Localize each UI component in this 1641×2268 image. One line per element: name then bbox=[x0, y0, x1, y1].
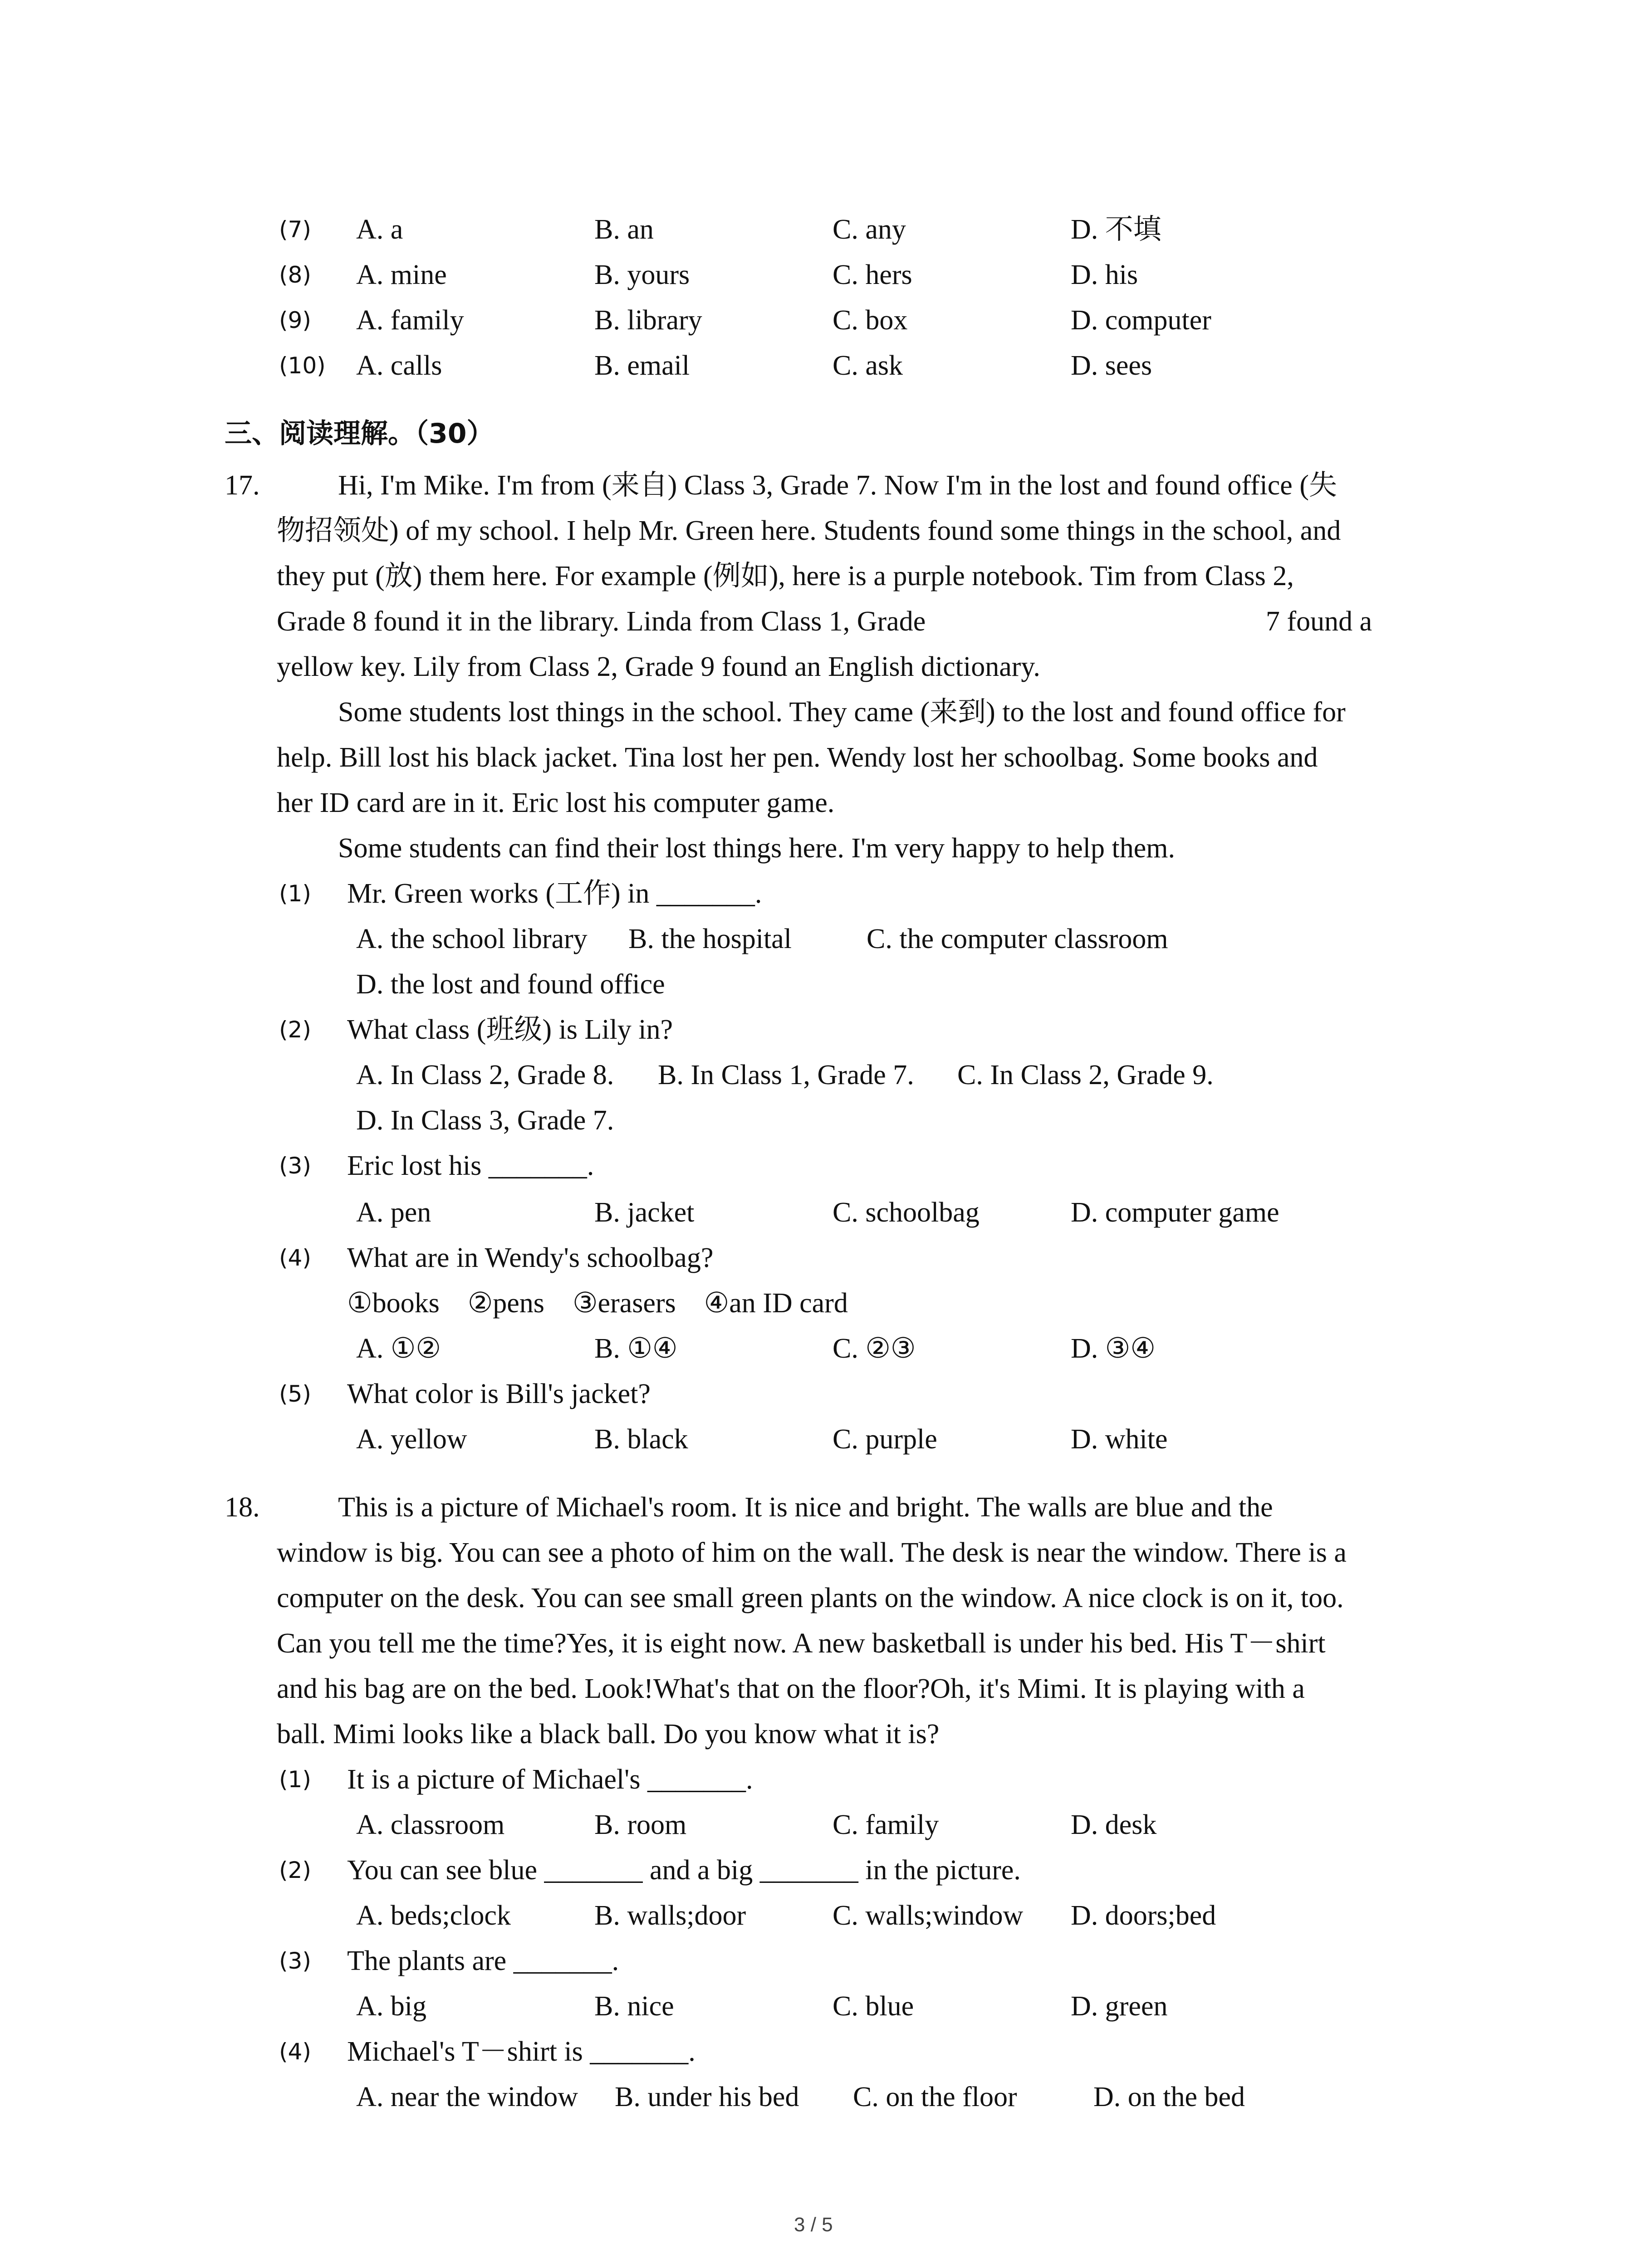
passage-line: they put (放) them here. For example (例如), here is a purple notebook. Tim from Class 2, bbox=[277, 561, 1294, 591]
question-number: (1) bbox=[279, 1766, 311, 1793]
option-d: D. his bbox=[1071, 259, 1138, 290]
option-b: B. nice bbox=[594, 1991, 674, 2022]
option-a: A. pen bbox=[356, 1197, 431, 1228]
question-number: (9) bbox=[279, 307, 311, 333]
question-number: (1) bbox=[279, 880, 311, 907]
option-c: C. box bbox=[833, 305, 908, 336]
passage-line: Some students lost things in the school. They came (来到) to the lost and found office for bbox=[338, 697, 1346, 728]
passage-line: Hi, I'm Mike. I'm from (来自) Class 3, Grade 7. Now I'm in the lost and found office (失 bbox=[338, 470, 1337, 501]
option-d: D. 不填 bbox=[1071, 214, 1161, 245]
passage-line: 物招领处) of my school. I help Mr. Green here. Students found some things in the school, and bbox=[277, 515, 1341, 546]
question-number: (4) bbox=[279, 2038, 311, 2065]
question-stem: Michael's T－shirt is _______. bbox=[347, 2036, 696, 2067]
question-number: (3) bbox=[279, 1948, 311, 1974]
passage-line: help. Bill lost his black jacket. Tina lost her pen. Wendy lost her schoolbag. Some books and bbox=[277, 742, 1318, 773]
option-a: A. beds;clock bbox=[356, 1900, 511, 1931]
option-d: D. green bbox=[1071, 1991, 1168, 2022]
option-c: C. family bbox=[833, 1809, 939, 1840]
question-stem: What are in Wendy's schoolbag? bbox=[347, 1242, 714, 1273]
question-stem: It is a picture of Michael's _______. bbox=[347, 1764, 753, 1795]
question-stem: What class (班级) is Lily in? bbox=[347, 1014, 673, 1045]
passage-line: Can you tell me the time?Yes, it is eight now. A new basketball is under his bed. His T－shirt bbox=[277, 1628, 1326, 1659]
passage-line: Grade 8 found it in the library. Linda from Class 1, Grade bbox=[277, 606, 926, 637]
option-a: A. mine bbox=[356, 259, 447, 290]
option-b: B. In Class 1, Grade 7. bbox=[658, 1060, 914, 1090]
option-c: C. walls;window bbox=[833, 1900, 1024, 1931]
option-d: D. the lost and found office bbox=[356, 969, 665, 1000]
question-number: (7) bbox=[279, 216, 311, 243]
option-a: A. near the window bbox=[356, 2082, 578, 2112]
option-c: C. on the floor bbox=[853, 2082, 1017, 2112]
question-number: (2) bbox=[279, 1017, 311, 1043]
option-b: B. email bbox=[594, 350, 690, 381]
passage-line: her ID card are in it. Eric lost his computer game. bbox=[277, 787, 835, 818]
question-number: (5) bbox=[279, 1381, 311, 1407]
option-b: B. under his bed bbox=[615, 2082, 799, 2112]
option-d: D. white bbox=[1071, 1424, 1168, 1455]
passage-line: window is big. You can see a photo of him on the wall. The desk is near the window. There is a bbox=[277, 1537, 1347, 1568]
option-b: B. library bbox=[594, 305, 702, 336]
question-number: (2) bbox=[279, 1857, 311, 1883]
question-number: (8) bbox=[279, 262, 311, 288]
option-d: D. doors;bed bbox=[1071, 1900, 1216, 1931]
passage-number: 17. bbox=[225, 470, 260, 501]
option-a: A. big bbox=[356, 1991, 426, 2022]
option-d: D. ③④ bbox=[1071, 1333, 1156, 1364]
option-d: D. In Class 3, Grade 7. bbox=[356, 1105, 614, 1136]
question-stem: You can see blue _______ and a big _______ in the picture. bbox=[347, 1855, 1021, 1886]
option-b: B. yours bbox=[594, 259, 690, 290]
question-stem: The plants are _______. bbox=[347, 1945, 619, 1976]
option-d: D. on the bed bbox=[1093, 2082, 1245, 2112]
option-d: D. computer game bbox=[1071, 1197, 1279, 1228]
option-c: C. any bbox=[833, 214, 906, 245]
option-a: A. ①② bbox=[356, 1333, 441, 1364]
passage-number: 18. bbox=[225, 1492, 260, 1523]
question-stem: Eric lost his _______. bbox=[347, 1150, 594, 1181]
option-c: C. In Class 2, Grade 9. bbox=[957, 1060, 1214, 1090]
option-b: B. black bbox=[594, 1424, 688, 1455]
question-number: (3) bbox=[279, 1153, 311, 1179]
question-number: (4) bbox=[279, 1245, 311, 1271]
passage-line: and his bag are on the bed. Look!What's that on the floor?Oh, it's Mimi. It is playing with a bbox=[277, 1673, 1305, 1704]
question-stem: What color is Bill's jacket? bbox=[347, 1378, 651, 1409]
option-c: C. blue bbox=[833, 1991, 914, 2022]
option-a: A. family bbox=[356, 305, 464, 336]
option-d: D. sees bbox=[1071, 350, 1152, 381]
option-a: A. a bbox=[356, 214, 403, 245]
passage-line: This is a picture of Michael's room. It is nice and bright. The walls are blue and the bbox=[338, 1492, 1273, 1523]
option-a: A. In Class 2, Grade 8. bbox=[356, 1060, 614, 1090]
passage-line: Some students can find their lost things here. I'm very happy to help them. bbox=[338, 833, 1175, 864]
option-a: A. the school library bbox=[356, 924, 588, 954]
question-number: (10) bbox=[279, 352, 326, 379]
option-a: A. yellow bbox=[356, 1424, 467, 1455]
option-b: B. ①④ bbox=[594, 1333, 678, 1364]
option-b: B. room bbox=[594, 1809, 687, 1840]
option-b: B. walls;door bbox=[594, 1900, 746, 1931]
passage-line: ball. Mimi looks like a black ball. Do you know what it is? bbox=[277, 1719, 940, 1750]
question-items: ①books ②pens ③erasers ④an ID card bbox=[347, 1288, 848, 1319]
option-b: B. jacket bbox=[594, 1197, 695, 1228]
option-c: C. the computer classroom bbox=[867, 924, 1168, 954]
option-a: A. classroom bbox=[356, 1809, 505, 1840]
passage-line: 7 found a bbox=[1266, 606, 1372, 637]
option-c: C. ask bbox=[833, 350, 903, 381]
option-c: C. purple bbox=[833, 1424, 937, 1455]
passage-line: yellow key. Lily from Class 2, Grade 9 found an English dictionary. bbox=[277, 651, 1040, 682]
option-c: C. ②③ bbox=[833, 1333, 916, 1364]
option-c: C. schoolbag bbox=[833, 1197, 980, 1228]
page-number: 3 / 5 bbox=[794, 2214, 833, 2236]
option-c: C. hers bbox=[833, 259, 912, 290]
passage-line: computer on the desk. You can see small green plants on the window. A nice clock is on it, too. bbox=[277, 1583, 1344, 1613]
option-b: B. an bbox=[594, 214, 654, 245]
option-d: D. computer bbox=[1071, 305, 1211, 336]
option-a: A. calls bbox=[356, 350, 442, 381]
option-b: B. the hospital bbox=[628, 924, 792, 954]
option-d: D. desk bbox=[1071, 1809, 1157, 1840]
section-heading: 三、阅读理解。（30） bbox=[225, 418, 494, 450]
question-stem: Mr. Green works (工作) in _______. bbox=[347, 878, 762, 909]
